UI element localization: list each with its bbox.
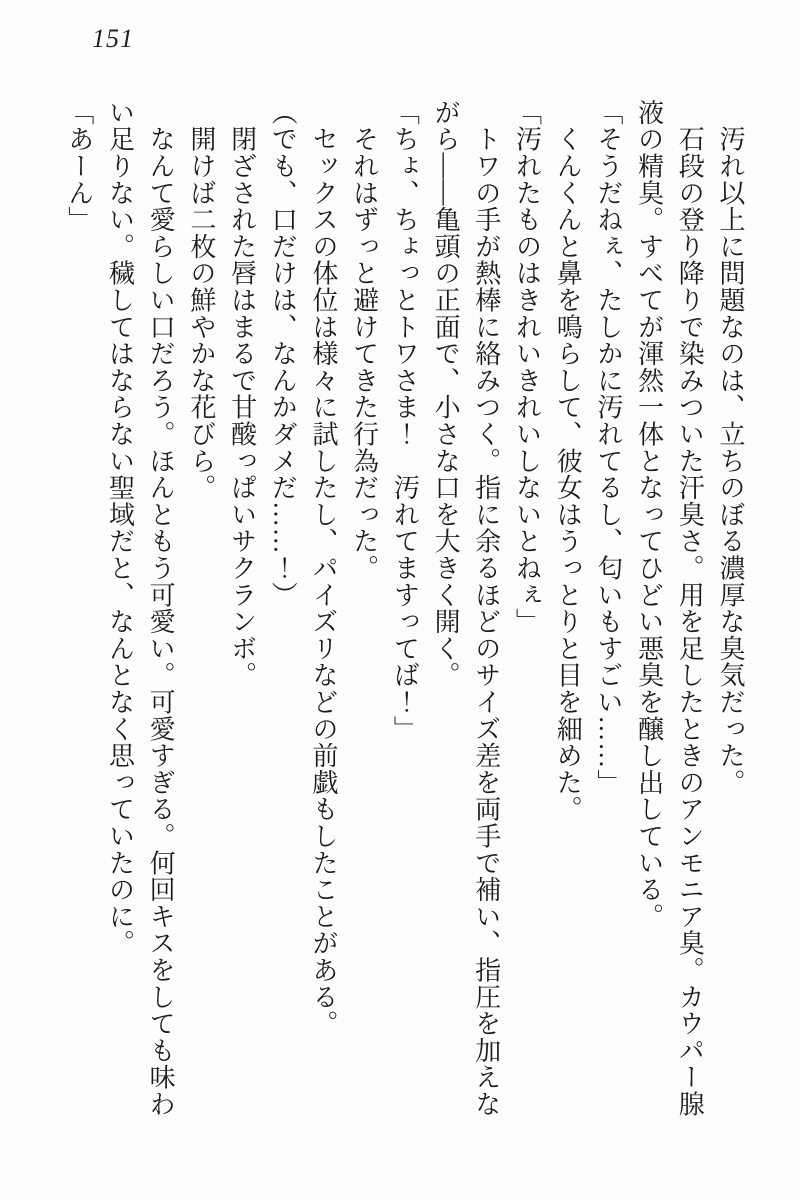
text-line-8: がら――亀頭の正面で、小さな口を大きく開く。 (431, 99, 461, 689)
text-line-11: セックスの体位は様々に試したし、パイズリなどの前戯もしたことがある。 (308, 99, 338, 1037)
text-line-6: 「汚れたものはきれいきれいしないとねぇ」 (512, 99, 542, 635)
text-line-3: 液の精臭。すべてが渾然一体となってひどい悪臭を醸し出している。 (634, 99, 664, 930)
page-number: 151 (92, 24, 134, 53)
text-line-1: 汚れ以上に問題なのは、立ちのぼる濃厚な臭気だった。 (716, 99, 745, 796)
text-line-13: 閉ざされた唇はまるで甘酸っぱいサクランボ。 (227, 99, 257, 689)
text-line-10: それはずっと避けてきた行為だった。 (349, 99, 379, 582)
text-line-15: なんて愛らしい口だろう。ほんともう可愛い。可愛すぎる。何回キスをしても味わ (146, 99, 176, 1118)
text-line-17: 「あーん」 (64, 99, 94, 233)
text-line-12: （でも、口だけは、なんかダメだ……！） (268, 99, 298, 609)
text-line-9: 「ちょ、ちょっとトワさま！ 汚れてますってば！」 (390, 99, 420, 743)
text-line-2: 石段の登り降りで染みついた汗臭さ。用を足したときのアンモニア臭。カウパー腺 (675, 99, 705, 1118)
text-line-7: トワの手が熱棒に絡みつく。指に余るほどのサイズ差を両手で補い、指圧を加えな (471, 99, 501, 1118)
page-text (58, 99, 750, 1154)
text-line-16: い足りない。穢してはならない聖域だと、なんとなく思っていたのに。 (105, 99, 135, 957)
text-line-4: 「そうだねぇ、たしかに汚れてるし、匂いもすごい……」 (593, 99, 623, 796)
text-line-5: くんくんと鼻を鳴らして、彼女はうっとりと目を細めた。 (553, 99, 583, 823)
text-line-14: 開けば二枚の鮮やかな花びら。 (186, 99, 216, 501)
